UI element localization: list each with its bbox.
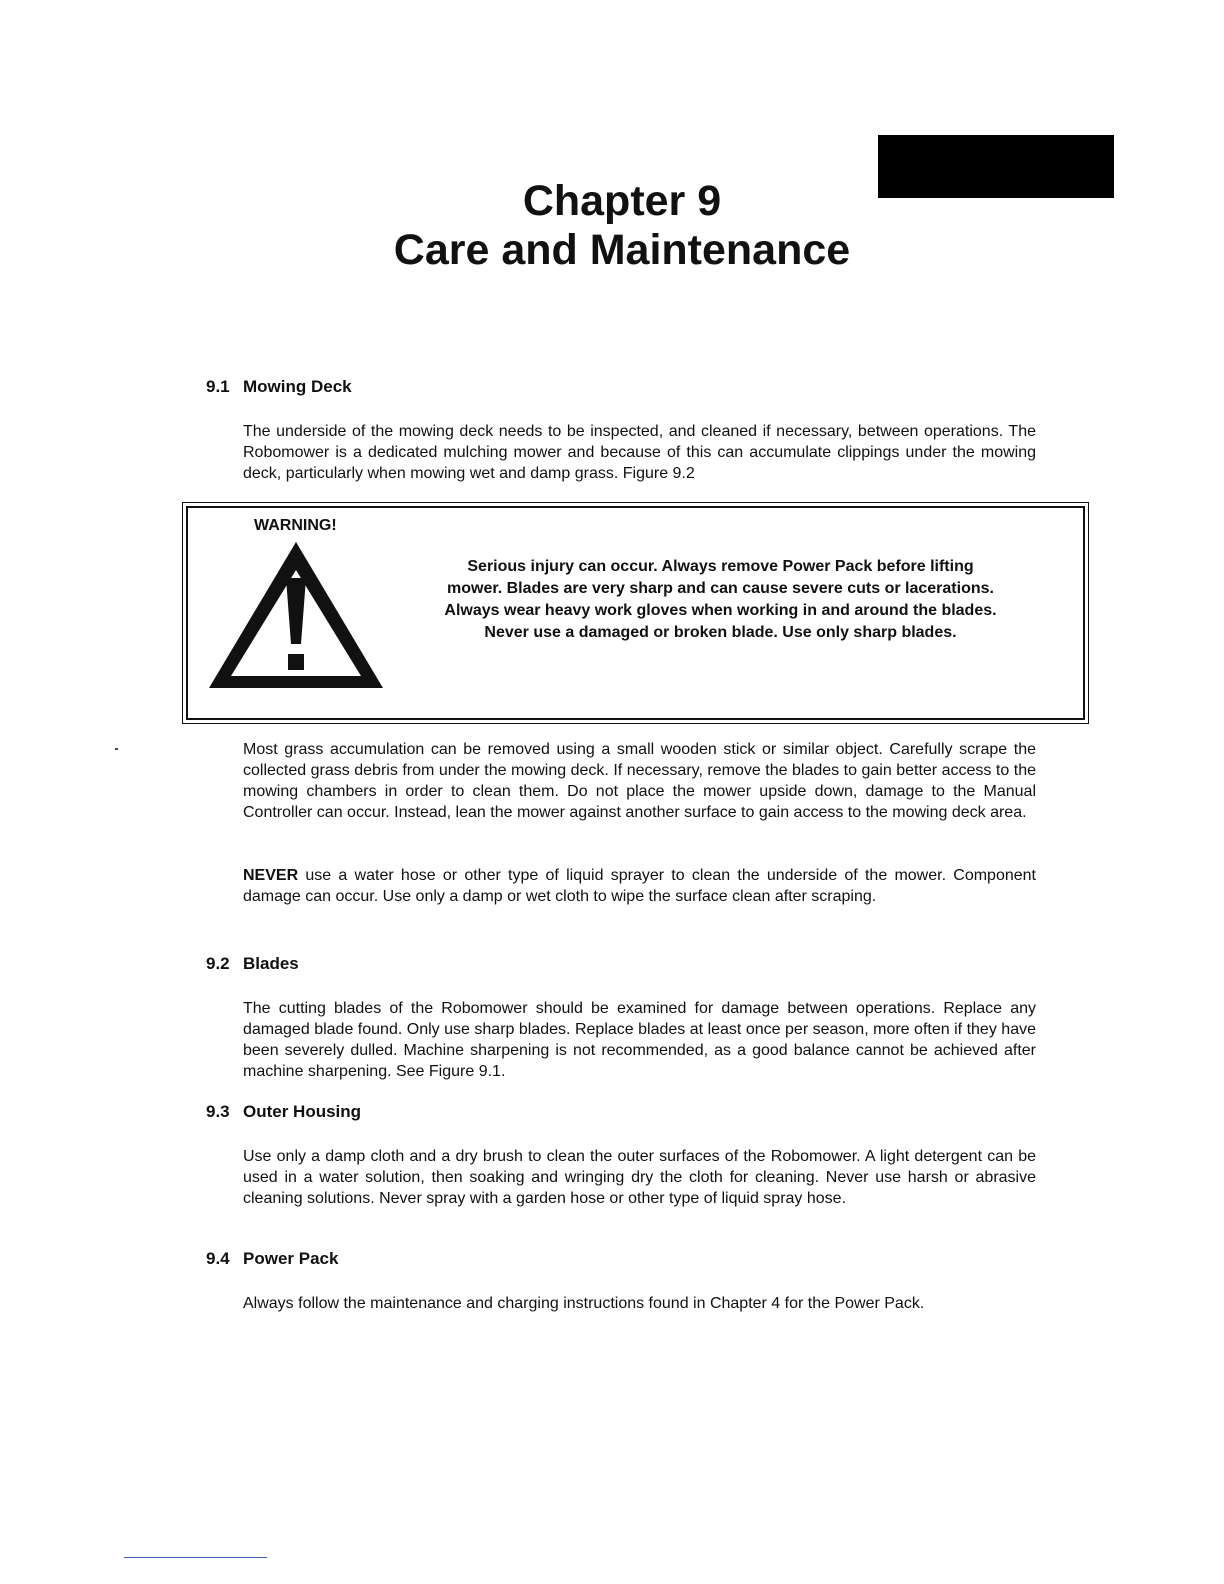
mowing-deck-paragraph: The underside of the mowing deck needs to be inspected, and cleaned if necessary, between operations. The Robomower is a dedicated mulching mower and because of this can accumulate clippings under the mowing deck, particularly when mowing wet and damp grass. Figure 9.2	[243, 423, 1036, 482]
warning-label: WARNING!	[254, 517, 337, 534]
chapter-title: Care and Maintenance	[393, 226, 851, 274]
section-number: 9.3	[206, 1102, 230, 1121]
section-heading-power-pack	[206, 1249, 338, 1269]
section-title: Mowing Deck	[243, 377, 352, 396]
warning-text	[398, 556, 1043, 644]
grass-removal-paragraph: Most grass accumulation can be removed using a small wooden stick or similar object. Carefully scrape the collected grass debris from under the mowing deck. If necessary, remove the blades to gain better access to the mowing chambers in order to clean them. Do not place the mower upside down, damage to the Manual Controller can occur. Instead, lean the mower against another surface to gain access to the mowing deck area.	[243, 741, 1036, 821]
never-hose-text: use a water hose or other type of liquid sprayer to clean the underside of the mower. Component damage can occur. Use only a damp or wet cloth to wipe the surface clean after scraping.	[243, 867, 1036, 905]
section-heading-mowing-deck	[206, 377, 352, 397]
section-number: 9.2	[206, 954, 230, 973]
warning-line: Never use a damaged or broken blade. Use only sharp blades.	[484, 624, 957, 641]
warning-triangle-icon	[206, 540, 386, 692]
warning-line: Serious injury can occur. Always remove Power Pack before lifting	[467, 558, 974, 575]
section-heading-outer-housing	[206, 1102, 361, 1122]
outer-housing-paragraph: Use only a damp cloth and a dry brush to clean the outer surfaces of the Robomower. A light detergent can be used in a water solution, then soaking and wringing dry the cloth for cleaning. Never use harsh or abrasive cleaning solutions. Never spray with a garden hose or other type of liquid spray hose.	[243, 1148, 1036, 1207]
section-heading-blades	[206, 954, 299, 974]
scan-speck	[115, 748, 118, 750]
section-title: Outer Housing	[243, 1102, 362, 1121]
power-pack-paragraph: Always follow the maintenance and charging instructions found in Chapter 4 for the Power Pack.	[243, 1295, 925, 1312]
never-emphasis: NEVER	[243, 867, 299, 884]
section-title: Blades	[243, 954, 299, 973]
section-title: Power Pack	[243, 1249, 339, 1268]
chapter-number: Chapter 9	[522, 177, 722, 225]
section-number: 9.4	[206, 1249, 230, 1268]
never-hose-paragraph	[243, 865, 1036, 907]
section-number: 9.1	[206, 377, 230, 396]
blades-paragraph: The cutting blades of the Robomower should be examined for damage between operations. Replace any damaged blade found. Only use sharp blades. Replace blades at least once per season, more often if they have been severely dulled. Machine sharpening is not recommended, as a good balance cannot be achieved after machine sharpening. See Figure 9.1.	[243, 1000, 1036, 1080]
footer-rule	[124, 1557, 267, 1558]
warning-box	[186, 506, 1085, 720]
warning-line: Always wear heavy work gloves when working in and around the blades.	[444, 602, 997, 619]
warning-line: mower. Blades are very sharp and can cause severe cuts or lacerations.	[447, 580, 994, 597]
